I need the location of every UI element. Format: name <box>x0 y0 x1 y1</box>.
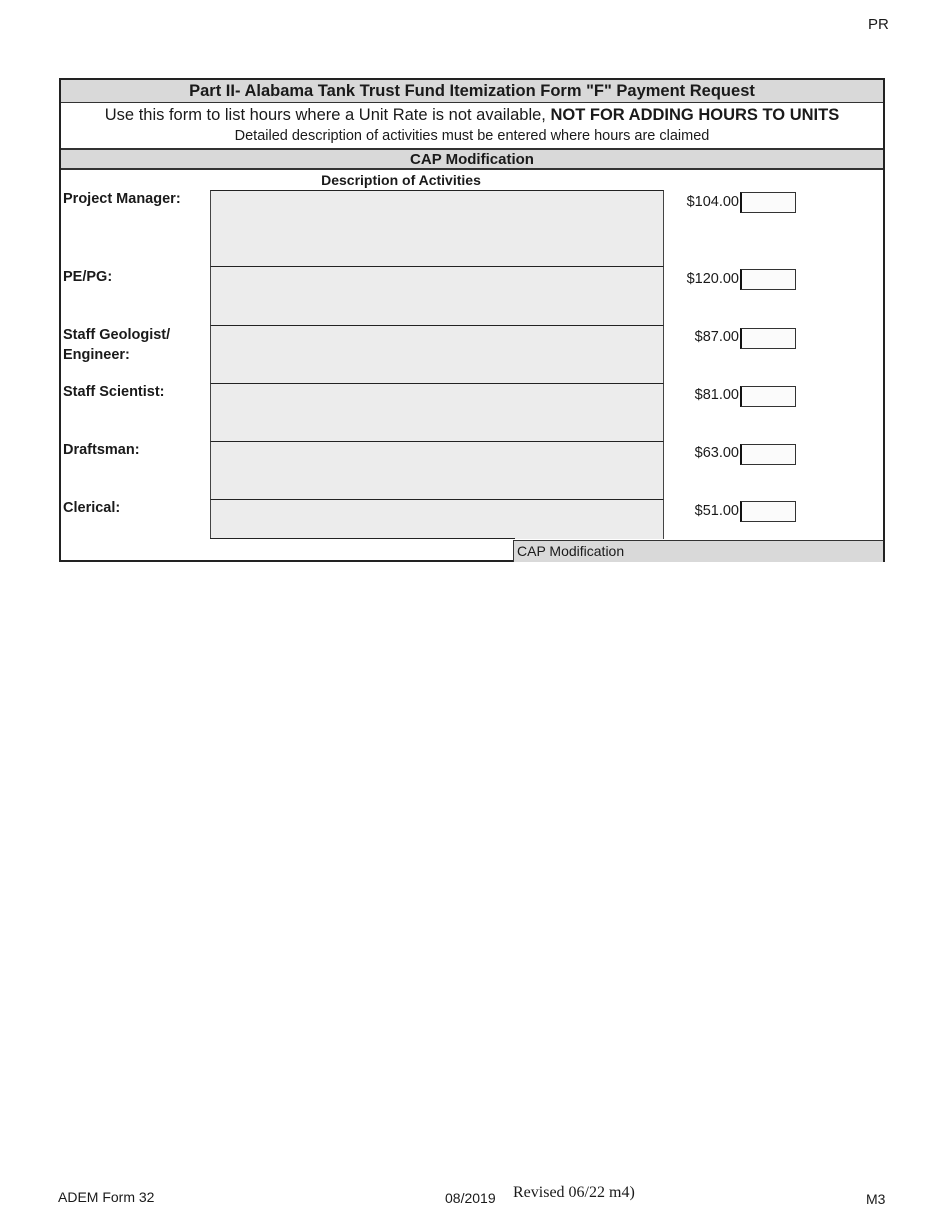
description-field-staff-scientist[interactable] <box>210 383 664 441</box>
hours-field-pe-pg[interactable] <box>740 269 796 290</box>
footer-form-name: ADEM Form 32 <box>58 1189 155 1205</box>
row-label-pe-pg <box>63 267 203 287</box>
row-label-staff-scientist <box>63 382 203 402</box>
divider <box>210 538 515 539</box>
column-header-description: Description of Activities <box>321 172 481 188</box>
hours-field-staff-geologist[interactable] <box>740 328 796 349</box>
description-field-staff-geologist[interactable] <box>210 325 664 383</box>
footer-page-id: M3 <box>866 1191 886 1207</box>
itemization-form <box>59 78 885 562</box>
description-field-draftsman[interactable] <box>210 441 664 499</box>
row-label-line: PE/PG: <box>63 269 113 285</box>
rate-staff-scientist: $81.00 <box>694 387 739 403</box>
hours-field-project-manager[interactable] <box>740 192 796 213</box>
row-label-line: Staff Geologist/ <box>63 327 171 343</box>
rate-staff-geologist: $87.00 <box>694 329 739 345</box>
rate-draftsman: $63.00 <box>694 445 739 461</box>
instruction-text: Use this form to list hours where a Unit Rate is not available, <box>104 106 551 124</box>
rate-clerical: $51.00 <box>694 503 739 519</box>
rate-project-manager: $104.00 <box>686 194 739 210</box>
form-title: Part II- Alabama Tank Trust Fund Itemization Form "F" Payment Request <box>61 80 883 103</box>
row-label-draftsman <box>63 440 203 460</box>
row-label-line: Staff Scientist: <box>63 384 165 400</box>
page-code: PR <box>868 16 889 33</box>
description-field-clerical[interactable] <box>210 499 664 539</box>
row-label-line: Draftsman: <box>63 442 140 458</box>
row-label-line: Project Manager: <box>63 191 181 207</box>
instruction-warning: NOT FOR ADDING HOURS TO UNITS <box>550 106 840 124</box>
rate-pe-pg: $120.00 <box>686 271 739 287</box>
hours-field-clerical[interactable] <box>740 501 796 522</box>
description-field-pe-pg[interactable] <box>210 266 664 325</box>
row-label-staff-geologist <box>63 325 203 365</box>
description-field-project-manager[interactable] <box>210 190 664 266</box>
section-title: CAP Modification <box>61 148 883 170</box>
hours-field-staff-scientist[interactable] <box>740 386 796 407</box>
row-label-project-manager <box>63 189 203 209</box>
row-label-clerical <box>63 498 203 518</box>
form-instruction <box>61 104 883 126</box>
footer-date: 08/2019 <box>445 1190 496 1206</box>
section-footer-label: CAP Modification <box>513 540 883 562</box>
instruction-detail: Detailed description of activities must be entered where hours are claimed <box>234 128 710 144</box>
row-label-line: Engineer: <box>63 347 130 363</box>
row-label-line: Clerical: <box>63 500 121 516</box>
footer-revised: Revised 06/22 m4) <box>513 1184 635 1201</box>
hours-field-draftsman[interactable] <box>740 444 796 465</box>
